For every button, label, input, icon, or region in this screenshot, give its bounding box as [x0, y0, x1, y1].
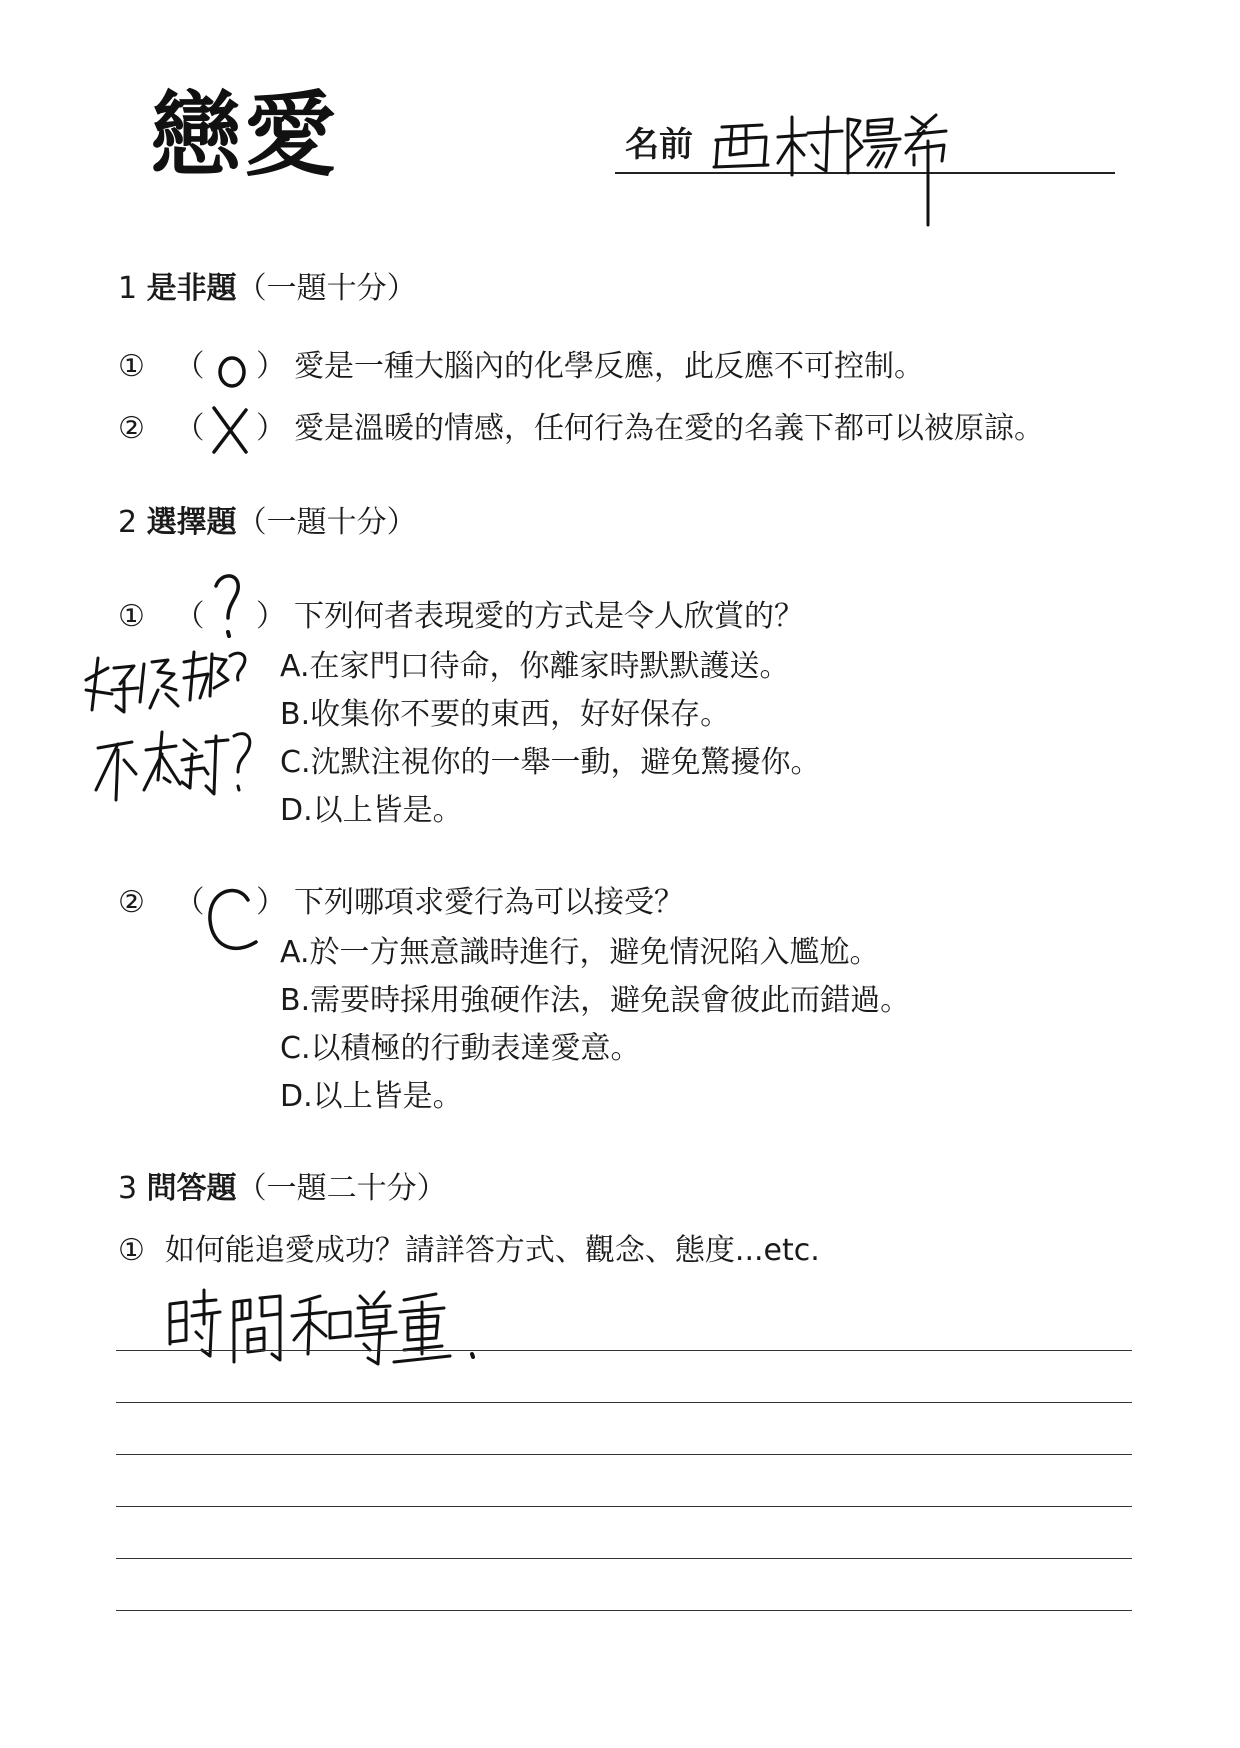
option-c: C.以積極的行動表達愛意。 — [280, 1031, 641, 1066]
question-number: ① — [118, 599, 145, 634]
section2-points: （一題十分） — [236, 505, 417, 540]
question-text: 下列何者表現愛的方式是令人欣賞的？ — [294, 599, 804, 634]
paren-open: （ — [174, 599, 205, 634]
mc-question-2 — [118, 885, 205, 920]
section1-heading — [118, 271, 417, 306]
question-text: 愛是溫暖的情感，任何行為在愛的名義下都可以被原諒。 — [294, 411, 1044, 446]
question-number: ② — [118, 885, 145, 920]
answer-line-1 — [116, 1350, 1132, 1351]
margin-note-handwriting — [78, 635, 268, 810]
section3-title: 問答題 — [146, 1171, 237, 1206]
section1-points: （一題十分） — [236, 271, 417, 306]
essay-answer-handwriting — [164, 1269, 494, 1376]
answer-c-handwriting — [204, 869, 264, 964]
mc-question-2-text — [256, 885, 684, 920]
section2-number: 2 — [118, 505, 138, 540]
svg-text:時間和尊重.: 時間和尊重. — [164, 1269, 250, 1288]
paren-close: ） — [256, 885, 286, 920]
answer-o-handwriting — [212, 335, 252, 392]
question-text: 愛是一種大腦內的化學反應，此反應不可控制。 — [294, 349, 924, 384]
question-number: ① — [118, 349, 145, 384]
section3-heading — [118, 1171, 447, 1206]
paren-open: （ — [174, 349, 205, 384]
tf-question-1-text — [256, 349, 924, 384]
option-c: C.沈默注視你的一舉一動，避免驚擾你。 — [280, 745, 821, 780]
answer-value: O — [212, 335, 225, 354]
answer-question-mark-handwriting — [206, 555, 250, 650]
svg-text:好像都不太對？: 好像都不太對？ — [78, 635, 191, 654]
option-b: B.需要時採用強硬作法，避免誤會彼此而錯過。 — [280, 983, 911, 1018]
paren-open: （ — [174, 411, 205, 446]
answer-line-5 — [116, 1558, 1132, 1559]
tf-question-1 — [118, 349, 205, 384]
svg-text:C: C — [204, 869, 216, 888]
answer-line-6 — [116, 1610, 1132, 1611]
name-label: 名前 — [625, 125, 693, 165]
page-title: 戀愛 — [150, 82, 339, 189]
paren-close: ） — [256, 411, 286, 446]
paren-close: ） — [256, 349, 286, 384]
question-text: 如何能追愛成功？請詳答方式、觀念、態度...etc. — [164, 1233, 820, 1268]
option-a: A.在家門口待命，你離家時默默護送。 — [280, 649, 790, 684]
section1-title: 是非題 — [146, 271, 237, 306]
option-b: B.收集你不要的東西，好好保存。 — [280, 697, 731, 732]
section2-heading — [118, 505, 417, 540]
answer-line-4 — [116, 1506, 1132, 1507]
section3-number: 3 — [118, 1171, 138, 1206]
answer-x-handwriting — [208, 389, 254, 456]
tf-question-2-text — [256, 411, 1044, 446]
answer-line-2 — [116, 1402, 1132, 1403]
question-number: ① — [118, 1233, 145, 1268]
signature-handwriting — [700, 105, 1020, 235]
mc-question-1-text — [256, 599, 804, 634]
option-d: D.以上皆是。 — [280, 793, 463, 828]
option-a: A.於一方無意識時進行，避免情況陷入尷尬。 — [280, 935, 880, 970]
essay-question-1 — [118, 1233, 820, 1268]
paren-open: （ — [174, 885, 205, 920]
question-number: ② — [118, 411, 145, 446]
tf-question-2 — [118, 411, 205, 446]
paren-close: ） — [256, 599, 286, 634]
section1-number: 1 — [118, 271, 138, 306]
section3-points: （一題二十分） — [236, 1171, 447, 1206]
answer-line-3 — [116, 1454, 1132, 1455]
svg-text:X: X — [208, 389, 219, 408]
svg-text:?: ? — [206, 555, 215, 574]
section2-title: 選擇題 — [146, 505, 237, 540]
mc-question-1 — [118, 599, 205, 634]
option-d: D.以上皆是。 — [280, 1079, 463, 1114]
question-text: 下列哪項求愛行為可以接受？ — [294, 885, 684, 920]
